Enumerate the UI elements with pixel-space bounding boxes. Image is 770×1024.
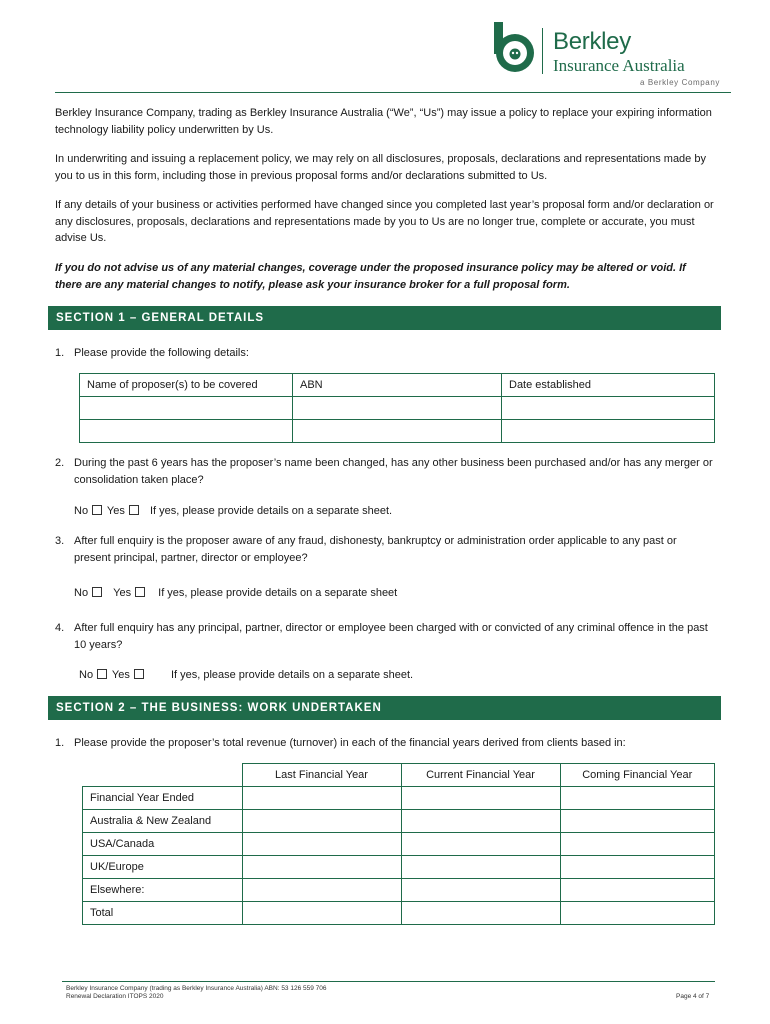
last-year-input[interactable]	[242, 787, 401, 810]
row-label: Elsewhere:	[83, 879, 243, 902]
current-year-input[interactable]	[401, 856, 560, 879]
warning-paragraph: If you do not advise us of any material changes, coverage under the proposed insurance policy may be altered or void. If there are any material changes to notify, please ask your insurance broker for a full proposal form.	[55, 262, 686, 291]
question-text: After full enquiry is the proposer aware of any fraud, dishonesty, bankruptcy or administration order applicable to any past or present principal, partner, director or employee?	[74, 535, 677, 564]
last-year-input[interactable]	[242, 856, 401, 879]
footer-document-line: Renewal Declaration ITOPS 2020	[66, 993, 164, 1000]
coming-year-input[interactable]	[560, 856, 715, 879]
yes-label: Yes	[106, 505, 125, 517]
details-note: If yes, please provide details on a separate sheet.	[149, 505, 393, 517]
header-abn: ABN	[293, 374, 502, 397]
current-year-input[interactable]	[401, 902, 560, 925]
question-text: Please provide the proposer’s total revenue (turnover) in each of the financial years derived from clients based in:	[74, 737, 626, 749]
revenue-table	[82, 763, 715, 925]
last-year-input[interactable]	[242, 902, 401, 925]
details-note: If yes, please provide details on a separate sheet.	[170, 669, 414, 681]
coming-year-input[interactable]	[560, 833, 715, 856]
table-row	[83, 787, 715, 810]
brand-subtitle: Insurance Australia	[553, 56, 685, 75]
table-header-row	[83, 764, 715, 787]
s1-question-2	[55, 455, 715, 488]
s1-question-4	[55, 620, 715, 653]
table-row	[80, 397, 715, 420]
question-text: During the past 6 years has the proposer’s name been changed, has any other business been purchased and/or has any merger or consolidation taken place?	[74, 457, 713, 486]
current-year-input[interactable]	[401, 833, 560, 856]
abn-input[interactable]	[293, 420, 502, 443]
logo-divider	[542, 28, 543, 74]
coming-year-input[interactable]	[560, 902, 715, 925]
s1-question-1	[55, 345, 715, 362]
no-label: No	[74, 587, 89, 599]
current-year-input[interactable]	[401, 787, 560, 810]
footer-rule	[62, 981, 715, 982]
table-row	[83, 902, 715, 925]
header-date-established: Date established	[502, 374, 715, 397]
last-year-input[interactable]	[242, 833, 401, 856]
last-year-input[interactable]	[242, 810, 401, 833]
table-row	[83, 856, 715, 879]
no-checkbox[interactable]	[92, 587, 102, 597]
proposer-name-input[interactable]	[80, 420, 293, 443]
proposer-name-input[interactable]	[80, 397, 293, 420]
date-established-input[interactable]	[502, 397, 715, 420]
question-number: 1.	[55, 347, 65, 359]
row-label: Australia & New Zealand	[83, 810, 243, 833]
yes-label: Yes	[111, 669, 130, 681]
details-table	[79, 373, 715, 443]
q3-answer-options	[74, 586, 397, 600]
yes-checkbox[interactable]	[129, 505, 139, 515]
header-name-of-proposer: Name of proposer(s) to be covered	[80, 374, 293, 397]
intro-paragraph-1: Berkley Insurance Company, trading as Berkley Insurance Australia (“We”, “Us”) may issue a policy to replace your expiring information technology liability policy underwritten by Us.	[55, 107, 712, 136]
no-label: No	[79, 669, 94, 681]
table-header-row	[80, 374, 715, 397]
last-year-input[interactable]	[242, 879, 401, 902]
yes-checkbox[interactable]	[135, 587, 145, 597]
brand-name: Berkley	[553, 28, 631, 55]
details-note: If yes, please provide details on a separate sheet	[158, 587, 398, 599]
row-label: Financial Year Ended	[83, 787, 243, 810]
section-2-header: SECTION 2 – THE BUSINESS: WORK UNDERTAKEN	[48, 696, 721, 720]
coming-year-input[interactable]	[560, 810, 715, 833]
row-label: Total	[83, 902, 243, 925]
coming-year-input[interactable]	[560, 879, 715, 902]
footer-company-line: Berkley Insurance Company (trading as Berkley Insurance Australia) ABN: 53 126 559 706	[66, 985, 327, 992]
header-coming-financial-year: Coming Financial Year	[560, 764, 715, 787]
coming-year-input[interactable]	[560, 787, 715, 810]
question-number: 2.	[55, 457, 65, 469]
table-row	[80, 420, 715, 443]
table-row	[83, 810, 715, 833]
row-label: USA/Canada	[83, 833, 243, 856]
current-year-input[interactable]	[401, 810, 560, 833]
question-number: 4.	[55, 622, 65, 634]
section-1-header: SECTION 1 – GENERAL DETAILS	[48, 306, 721, 330]
abn-input[interactable]	[293, 397, 502, 420]
brand-tagline: a Berkley Company	[640, 78, 721, 87]
table-row	[83, 879, 715, 902]
yes-label: Yes	[113, 587, 132, 599]
question-text: After full enquiry has any principal, partner, director or employee been charged with or convicted of any criminal offence in the past 10 years?	[74, 622, 708, 651]
berkley-b-logo-icon	[492, 22, 538, 74]
no-label: No	[74, 505, 89, 517]
intro-paragraph-2: In underwriting and issuing a replacement policy, we may rely on all disclosures, proposals, declarations and representations made by you to us in this form, including those in previous proposal forms and/or declarations submitted to Us.	[55, 153, 706, 182]
page-number: Page 4 of 7	[676, 993, 710, 1000]
header-last-financial-year: Last Financial Year	[242, 764, 401, 787]
question-number: 3.	[55, 535, 65, 547]
q2-answer-options	[74, 504, 392, 518]
no-checkbox[interactable]	[97, 669, 107, 679]
header-current-financial-year: Current Financial Year	[401, 764, 560, 787]
question-number: 1.	[55, 737, 65, 749]
date-established-input[interactable]	[502, 420, 715, 443]
yes-checkbox[interactable]	[134, 669, 144, 679]
table-row	[83, 833, 715, 856]
header-spacer	[83, 764, 243, 787]
question-text: Please provide the following details:	[74, 347, 249, 359]
no-checkbox[interactable]	[92, 505, 102, 515]
row-label: UK/Europe	[83, 856, 243, 879]
current-year-input[interactable]	[401, 879, 560, 902]
s1-question-3	[55, 533, 715, 566]
s2-question-1	[55, 735, 715, 752]
q4-answer-options	[79, 668, 413, 682]
intro-paragraph-3: If any details of your business or activities performed have changed since you completed last year’s proposal form and/or declaration or any disclosures, proposals, declarations and representations made by you to Us are no longer true, complete or accurate, you must advise Us.	[55, 199, 714, 244]
header-rule	[55, 92, 731, 93]
